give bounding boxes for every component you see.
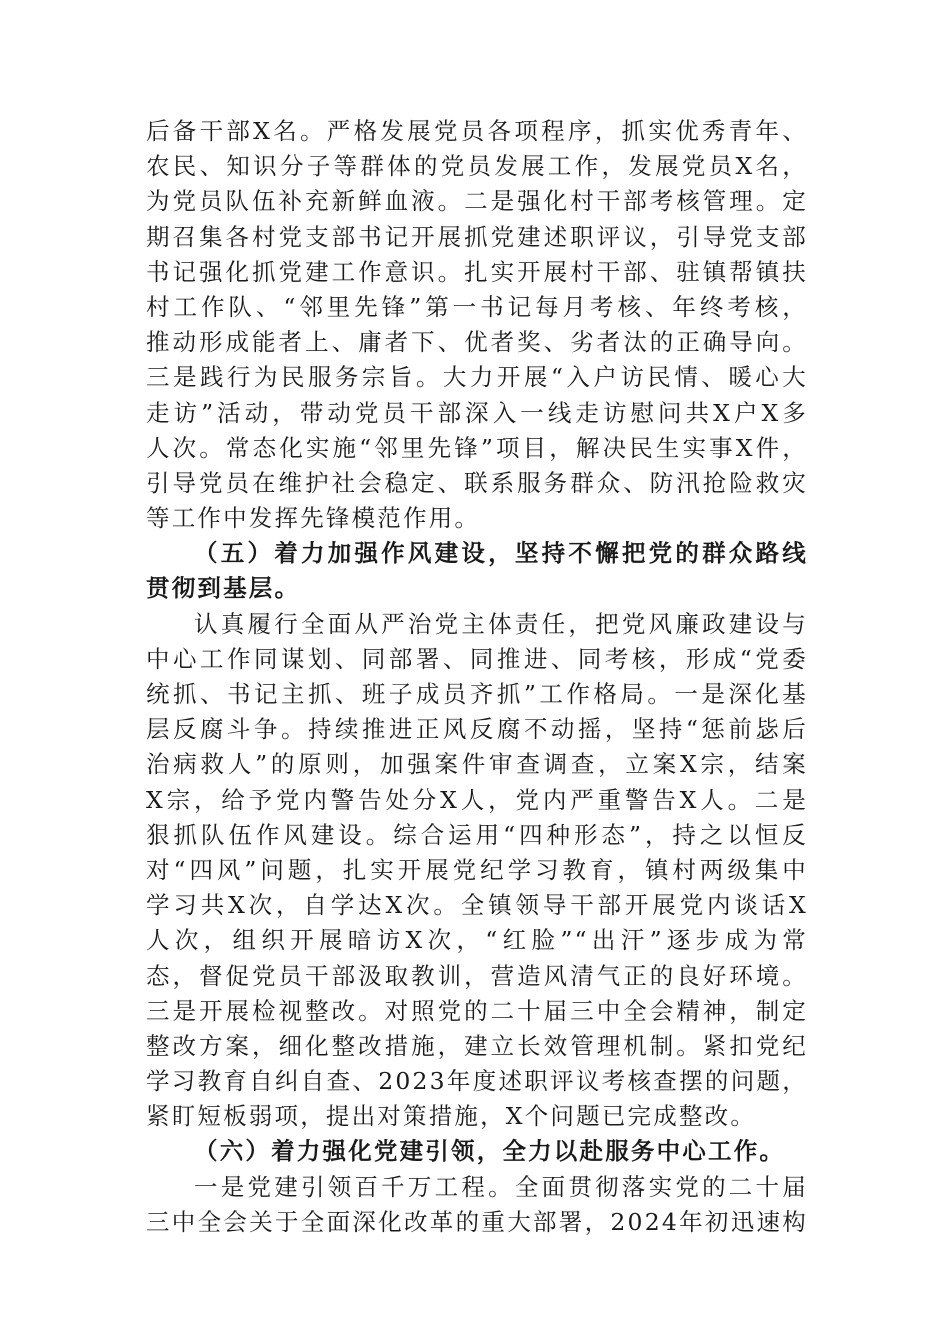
paragraph-line: 中心工作同谋划、同部署、同推进、同考核，形成“党委 <box>146 644 808 673</box>
paragraph-line: 三是践行为民服务宗旨。大力开展“入户访民情、暖心大 <box>146 363 808 392</box>
paragraph-line: 学习教育自纠自查、2023年度述职评议考核查摆的问题， <box>146 1067 808 1096</box>
paragraph-line: 层反腐斗争。持续推进正风反腐不动摇，坚持“惩前毖后 <box>146 715 808 744</box>
paragraph-line: 等工作中发挥先锋模范作用。 <box>146 504 481 533</box>
paragraph-line: 三中全会关于全面深化改革的重大部署，2024年初迅速构 <box>146 1207 808 1236</box>
paragraph-line: 后备干部X名。严格发展党员各项程序，抓实优秀青年、 <box>146 117 808 145</box>
paragraph-line: 学习共X次，自学达X次。全镇领导干部开展党内谈话X <box>146 891 808 920</box>
paragraph-line: 人次，组织开展暗访X次，“红脸”“出汗”逐步成为常 <box>146 926 808 955</box>
paragraph-line: 对“四风”问题，扎实开展党纪学习教育，镇村两级集中 <box>146 855 808 884</box>
paragraph-line: 认真履行全面从严治党主体责任，把党风廉政建设与 <box>194 609 808 638</box>
section-heading-line: （五）着力加强作风建设，坚持不懈把党的群众路线 <box>194 539 808 568</box>
paragraph-line: 人次。常态化实施“邻里先锋”项目，解决民生实事X件， <box>146 433 808 462</box>
paragraph-line: 引导党员在维护社会稳定、联系服务群众、防汛抢险救灾 <box>146 468 808 497</box>
paragraph-line: 态，督促党员干部汲取教训，营造风清气正的良好环境。 <box>146 961 808 990</box>
paragraph-line: 三是开展检视整改。对照党的二十届三中全会精神，制定 <box>146 996 808 1025</box>
paragraph-line: 走访”活动，带动党员干部深入一线走访慰问共X户X多 <box>146 398 808 427</box>
paragraph-line: 狠抓队伍作风建设。综合运用“四种形态”，持之以恒反 <box>146 820 808 849</box>
paragraph-line: 紧盯短板弱项，提出对策措施，X个问题已完成整改。 <box>146 1102 757 1131</box>
paragraph-line: X宗，给予党内警告处分X人，党内严重警告X人。二是 <box>146 785 808 814</box>
paragraph-line: 为党员队伍补充新鲜血液。二是强化村干部考核管理。定 <box>146 187 808 216</box>
paragraph-line: 治病救人”的原则，加强案件审查调查，立案X宗，结案 <box>146 750 808 779</box>
paragraph-line: 村工作队、“邻里先锋”第一书记每月考核、年终考核， <box>146 292 808 321</box>
paragraph-line: 期召集各村党支部书记开展抓党建述职评议，引导党支部 <box>146 222 808 251</box>
paragraph-line: 一是党建引领百千万工程。全面贯彻落实党的二十届 <box>194 1172 808 1201</box>
paragraph-line: 农民、知识分子等群体的党员发展工作，发展党员X名， <box>146 152 808 181</box>
paragraph-line: 整改方案，细化整改措施，建立长效管理机制。紧扣党纪 <box>146 1031 808 1060</box>
paragraph-line: 书记强化抓党建工作意识。扎实开展村干部、驻镇帮镇扶 <box>146 257 808 286</box>
section-heading-line: 贯彻到基层。 <box>146 574 301 603</box>
paragraph-line: 统抓、书记主抓、班子成员齐抓”工作格局。一是深化基 <box>146 680 808 708</box>
paragraph-line: 推动形成能者上、庸者下、优者奖、劣者汰的正确导向。 <box>146 328 808 357</box>
section-heading-line: （六）着力强化党建引领，全力以赴服务中心工作。 <box>194 1137 786 1166</box>
document-page <box>146 114 808 1240</box>
